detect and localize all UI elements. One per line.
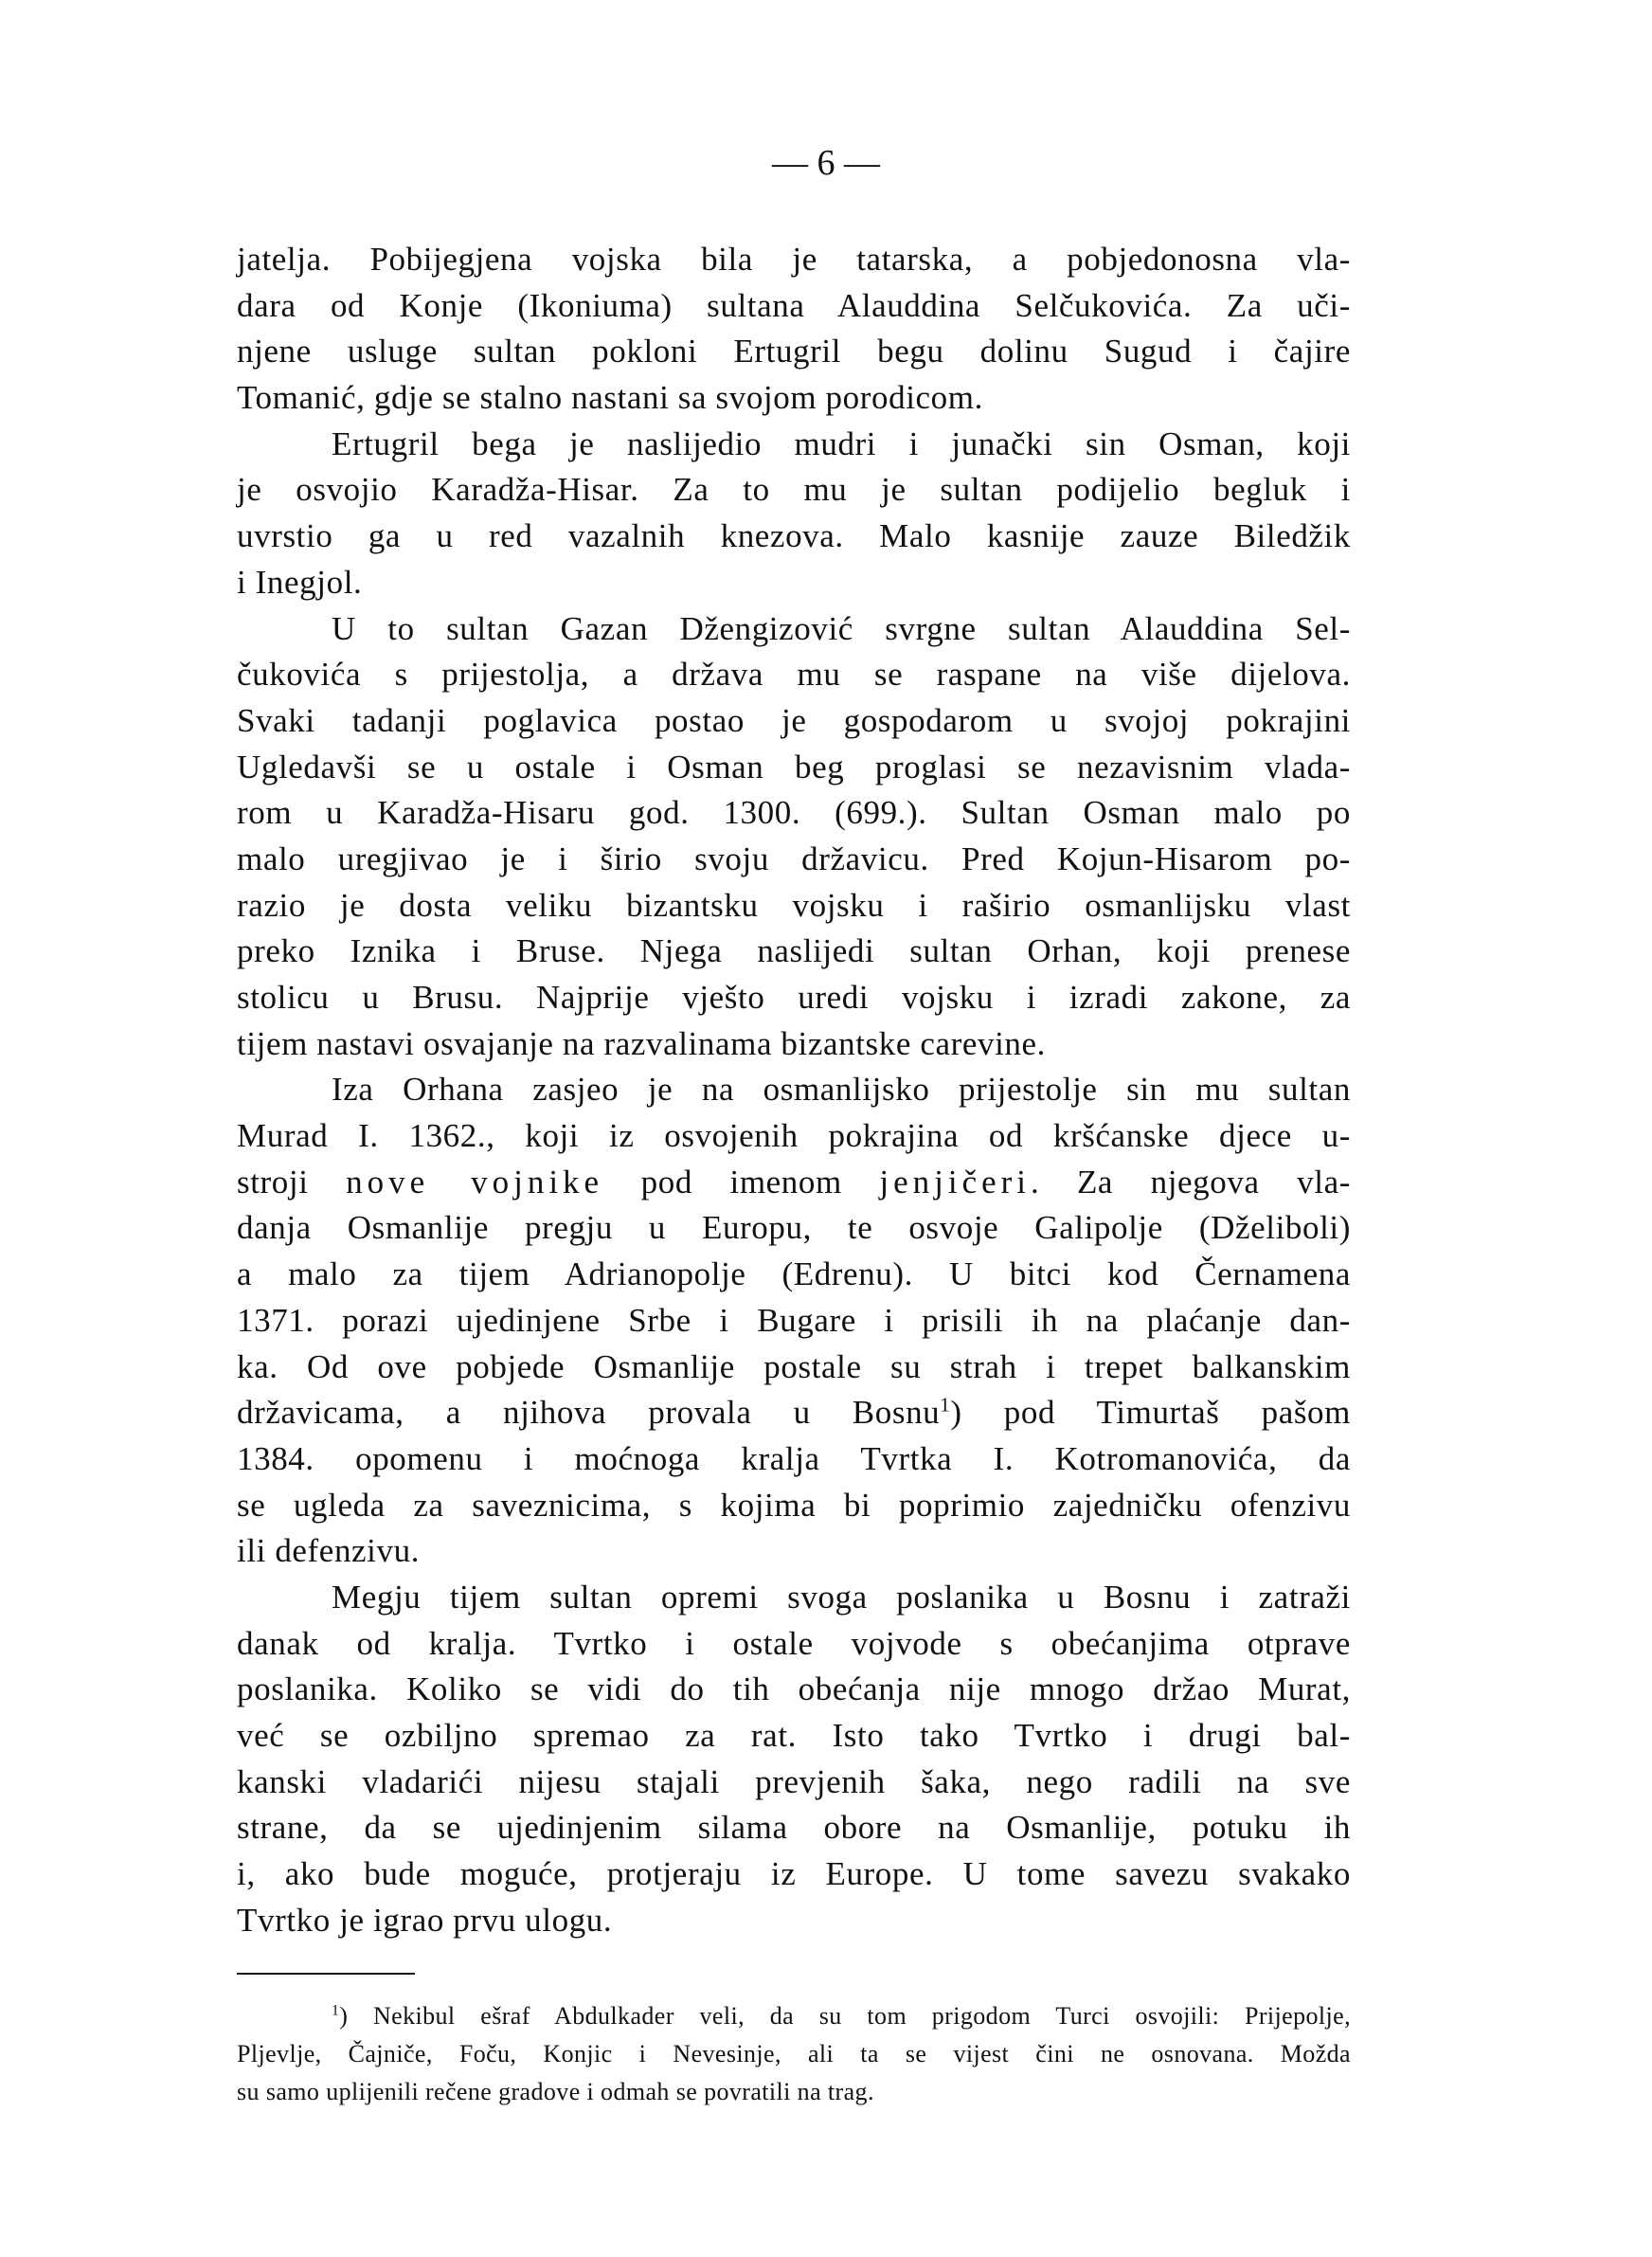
- text-line: se ugleda za saveznicima, s kojima bi poprimio zajedničku ofenzivu: [237, 1486, 1351, 1524]
- text-line: a malo za tijem Adrianopolje (Edrenu). U bitci kod Černamena: [237, 1255, 1351, 1293]
- text-line: i Inegjol.: [237, 563, 363, 601]
- footnote-line: su samo uplijenili rečene gradove i odmah se povratili na trag.: [237, 2078, 874, 2105]
- text-line: jatelja. Pobijegjena vojska bila je tatarska, a pobjedonosna vla-: [237, 241, 1351, 278]
- body-text: [237, 237, 1351, 1943]
- text-line: tijem nastavi osvajanje na razvalinama bizantske carevine.: [237, 1024, 1047, 1062]
- text-line: Iza Orhana zasjeo je na osmanlijsko prijestolje sin mu sultan: [332, 1071, 1351, 1109]
- text-segment: pod imenom: [603, 1163, 880, 1201]
- footnote-marker: 1: [332, 2002, 340, 2019]
- footnote: [237, 1997, 1351, 2111]
- text-line: čukovića s prijestolja, a država mu se raspane na više dijelova.: [237, 656, 1351, 694]
- text-line: Svaki tadanji poglavica postao je gospodarom u svojoj pokrajini: [237, 701, 1351, 739]
- text-segment: stroji: [237, 1163, 347, 1201]
- text-line: razio je dosta veliku bizantsku vojsku i raširio osmanlijsku vlast: [237, 886, 1351, 924]
- text-line: Tomanić, gdje se stalno nastani sa svojom porodicom.: [237, 379, 983, 417]
- text-line: Ugledavši se u ostale i Osman beg proglasi se nezavisnim vlada-: [237, 748, 1351, 785]
- text-line: dara od Konje (Ikoniuma) sultana Alauddina Selčukovića. Za uči-: [237, 286, 1351, 324]
- text-line: Ertugril bega je naslijedio mudri i junački sin Osman, koji: [332, 424, 1351, 462]
- text-line: kanski vladarići nijesu stajali prevjenih šaka, nego radili na sve: [237, 1762, 1351, 1800]
- text-line: [237, 1390, 1351, 1436]
- text-line: danja Osmanlije pregju u Europu, te osvoje Galipolje (Dželiboli): [237, 1209, 1351, 1247]
- text-line: strane, da se ujedinjenim silama obore na Osmanlije, potuku ih: [237, 1809, 1351, 1847]
- text-line: U to sultan Gazan Džengizović svrgne sultan Alauddina Sel-: [332, 609, 1351, 647]
- text-line: preko Iznika i Bruse. Njega naslijedi sultan Orhan, koji prenese: [237, 932, 1351, 970]
- text-line: njene usluge sultan pokloni Ertugril begu dolinu Sugud i čajire: [237, 333, 1351, 370]
- text-segment: državicama, a njihova provala u Bosnu: [237, 1394, 941, 1432]
- text-line: rom u Karadža-Hisaru god. 1300. (699.). Sultan Osman malo po: [237, 794, 1351, 832]
- text-line: već se ozbiljno spremao za rat. Isto tako Tvrtko i drugi bal-: [237, 1717, 1351, 1754]
- text-line: i, ako bude moguće, protjeraju iz Europe. U tome savezu svakako: [237, 1855, 1351, 1893]
- text-line: Megju tijem sultan opremi svoga poslanika u Bosnu i zatraži: [332, 1578, 1351, 1616]
- text-line: 1384. opomenu i moćnoga kralja Tvrtka I. Kotromanovića, da: [237, 1439, 1351, 1477]
- text-line: [237, 1160, 1351, 1206]
- text-line: je osvojio Karadža-Hisar. Za to mu je sultan podijelio begluk i: [237, 471, 1351, 509]
- text-line: ka. Od ove pobjede Osmanlije postale su strah i trepet balkanskim: [237, 1347, 1351, 1385]
- text-line: Tvrtko je igrao prvu ulogu.: [237, 1901, 613, 1939]
- text-line: poslanika. Koliko se vidi do tih obećanja nije mnogo držao Murat,: [237, 1670, 1351, 1708]
- text-line: ili defenzivu.: [237, 1532, 421, 1570]
- footnote-line: [237, 1997, 1351, 2035]
- text-line: danak od kralja. Tvrtko i ostale vojvode s obećanjima otprave: [237, 1624, 1351, 1662]
- text-segment: ) Nekibul ešraf Abdulkader veli, da su tom prigodom Turci osvojili: Prijepolje,: [339, 2002, 1351, 2030]
- page-number: — 6 —: [772, 143, 880, 183]
- text-segment: . Za njegova vla-: [1031, 1163, 1351, 1201]
- text-line: uvrstio ga u red vazalnih knezova. Malo kasnije zauze Biledžik: [237, 517, 1351, 555]
- text-line: stolicu u Brusu. Najprije vješto uredi vojsku i izradi zakone, za: [237, 979, 1351, 1016]
- text-line: 1371. porazi ujedinjene Srbe i Bugare i prisili ih na plaćanje dan-: [237, 1301, 1351, 1339]
- footnote-separator: [237, 1973, 415, 1975]
- spaced-term-jenjiceri: jenjičeri: [879, 1163, 1032, 1201]
- text-line: malo uregjivao je i širio svoju državicu. Pred Kojun-Hisarom po-: [237, 840, 1351, 877]
- footnote-line: Pljevlje, Čajniče, Foču, Konjic i Nevesinje, ali ta se vijest čini ne osnovana. Možda: [237, 2040, 1351, 2067]
- spaced-term-nove-vojnike: nove vojnike: [346, 1163, 604, 1201]
- text-segment: ) pod Timurtaš pašom: [950, 1394, 1351, 1432]
- text-line: Murad I. 1362., koji iz osvojenih pokrajina od kršćanske djece u-: [237, 1117, 1351, 1155]
- footnote-reference: 1: [940, 1393, 951, 1417]
